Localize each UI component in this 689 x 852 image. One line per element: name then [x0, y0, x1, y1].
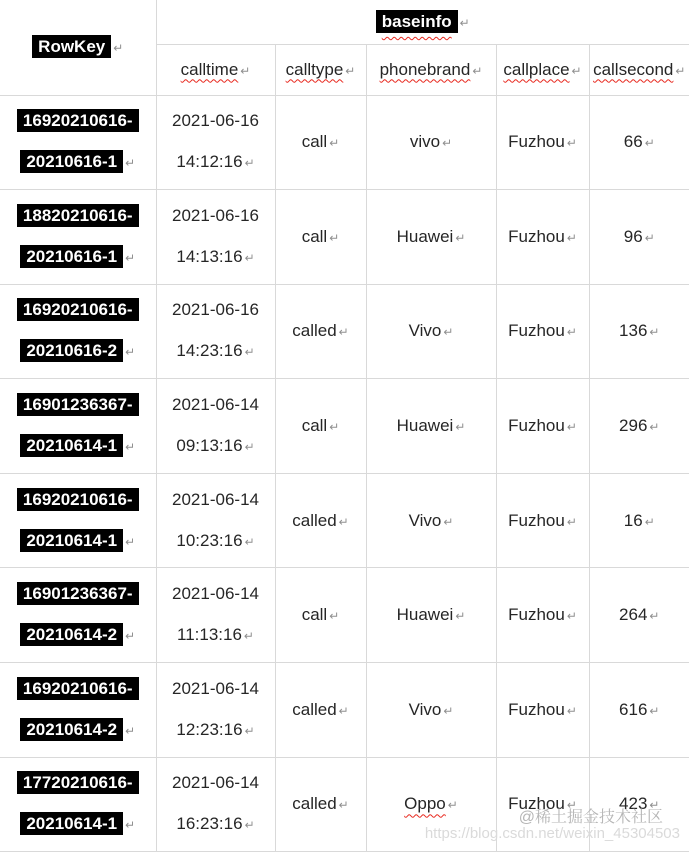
callplace-value: Fuzhou: [508, 416, 565, 436]
rowkey-value-line1: 16920210616-: [17, 109, 139, 132]
calltype-value: call: [301, 416, 328, 436]
paragraph-mark: ↵: [125, 534, 136, 549]
rowkey-value-line2: 20210614-1: [20, 812, 123, 835]
watermark-community: @稀土掘金技术社区: [518, 809, 663, 826]
callsecond-value: 16: [623, 510, 643, 530]
call-time: 11:13:16: [177, 625, 242, 645]
rowkey-value-line1: 16920210616-: [17, 677, 139, 700]
paragraph-mark: ↵: [649, 420, 660, 435]
paragraph-mark: ↵: [443, 514, 454, 529]
call-time: 14:23:16: [176, 341, 243, 361]
paragraph-mark: ↵: [566, 798, 577, 813]
paragraph-mark: ↵: [240, 63, 251, 78]
paragraph-mark: ↵: [125, 818, 136, 833]
paragraph-mark: ↵: [649, 325, 660, 340]
rowkey-cell: [0, 190, 156, 285]
paragraph-mark: ↵: [244, 156, 255, 171]
callplace-header-label: callplace: [503, 59, 570, 79]
phonebrand-value: vivo: [409, 132, 441, 152]
calltype-cell: [275, 284, 366, 379]
calltype-cell: [275, 568, 366, 663]
callsecond-cell: [589, 568, 689, 663]
phonebrand-cell: [366, 473, 496, 568]
phonebrand-cell: [366, 663, 496, 758]
rowkey-cell: [0, 568, 156, 663]
paragraph-mark: ↵: [125, 345, 136, 360]
calltype-value: called: [292, 321, 337, 341]
paragraph-mark: ↵: [644, 136, 655, 151]
rowkey-value-line1: 16920210616-: [17, 298, 139, 321]
calltime-header-label: calltime: [180, 59, 239, 79]
call-time: 12:23:16: [176, 719, 243, 739]
callsecond-header-cell: [589, 44, 689, 95]
paragraph-mark: ↵: [338, 325, 349, 340]
phonebrand-value: Huawei: [396, 416, 454, 436]
paragraph-mark: ↵: [566, 230, 577, 245]
paragraph-mark: ↵: [329, 420, 340, 435]
rowkey-header-cell: [0, 0, 156, 95]
call-date: 2021-06-14: [172, 395, 259, 415]
paragraph-mark: ↵: [443, 703, 454, 718]
paragraph-mark: ↵: [571, 63, 582, 78]
call-date: 2021-06-14: [172, 773, 259, 793]
paragraph-mark: ↵: [447, 798, 458, 813]
calltype-cell: [275, 473, 366, 568]
calltype-value: called: [292, 794, 337, 814]
paragraph-mark: ↵: [644, 514, 655, 529]
call-date: 2021-06-14: [172, 584, 259, 604]
table-row: [0, 190, 689, 285]
call-date: 2021-06-16: [172, 111, 259, 131]
paragraph-mark: ↵: [455, 420, 466, 435]
calltime-cell: [156, 757, 275, 852]
rowkey-value-line1: 16901236367-: [17, 393, 139, 416]
paragraph-mark: ↵: [244, 345, 255, 360]
callplace-cell: [496, 190, 589, 285]
paragraph-mark: ↵: [566, 703, 577, 718]
callplace-value: Fuzhou: [508, 132, 565, 152]
paragraph-mark: ↵: [459, 15, 470, 30]
table-row: [0, 568, 689, 663]
calltype-value: call: [301, 132, 328, 152]
rowkey-value-line2: 20210614-1: [20, 529, 123, 552]
callplace-cell: [496, 473, 589, 568]
paragraph-mark: ↵: [649, 609, 660, 624]
callplace-cell: [496, 95, 589, 190]
table-row: [0, 95, 689, 190]
paragraph-mark: ↵: [566, 420, 577, 435]
paragraph-mark: ↵: [566, 609, 577, 624]
rowkey-value-line2: 20210616-1: [20, 150, 123, 173]
paragraph-mark: ↵: [244, 818, 255, 833]
calltime-cell: [156, 95, 275, 190]
callsecond-value: 264: [619, 605, 648, 625]
paragraph-mark: ↵: [329, 609, 340, 624]
paragraph-mark: ↵: [329, 136, 340, 151]
callsecond-value: 136: [619, 321, 648, 341]
rowkey-value-line2: 20210614-2: [20, 718, 123, 741]
rowkey-value-line2: 20210616-1: [20, 245, 123, 268]
paragraph-mark: ↵: [125, 723, 136, 738]
calltime-cell: [156, 284, 275, 379]
rowkey-cell: [0, 663, 156, 758]
rowkey-header-label: RowKey: [32, 35, 111, 58]
paragraph-mark: ↵: [455, 230, 466, 245]
callplace-cell: [496, 663, 589, 758]
rowkey-value-line2: 20210614-1: [20, 434, 123, 457]
baseinfo-header-label: baseinfo: [376, 10, 458, 33]
call-time: 16:23:16: [176, 814, 243, 834]
paragraph-mark: ↵: [566, 136, 577, 151]
watermark-url: https://blog.csdn.net/weixin_45304503: [424, 825, 680, 842]
rowkey-value-line1: 16920210616-: [17, 488, 139, 511]
paragraph-mark: ↵: [244, 250, 255, 265]
phonebrand-cell: [366, 95, 496, 190]
calltype-value: call: [301, 605, 328, 625]
callsecond-cell: [589, 95, 689, 190]
callplace-header-cell: [496, 44, 589, 95]
callsecond-cell: [589, 190, 689, 285]
paragraph-mark: ↵: [125, 156, 136, 171]
callplace-cell: [496, 379, 589, 474]
paragraph-mark: ↵: [338, 514, 349, 529]
phonebrand-cell: [366, 284, 496, 379]
phonebrand-value: Huawei: [396, 605, 454, 625]
callplace-cell: [496, 284, 589, 379]
calltime-cell: [156, 190, 275, 285]
paragraph-mark: ↵: [338, 798, 349, 813]
paragraph-mark: ↵: [113, 41, 124, 56]
callplace-value: Fuzhou: [508, 321, 565, 341]
phonebrand-header-label: phonebrand: [379, 59, 471, 79]
paragraph-mark: ↵: [329, 230, 340, 245]
table-row: [0, 284, 689, 379]
rowkey-value-line1: 18820210616-: [17, 204, 139, 227]
callplace-value: Fuzhou: [508, 699, 565, 719]
phonebrand-value: Vivo: [408, 699, 442, 719]
paragraph-mark: ↵: [244, 440, 255, 455]
rowkey-cell: [0, 95, 156, 190]
callsecond-cell: [589, 473, 689, 568]
paragraph-mark: ↵: [472, 63, 483, 78]
paragraph-mark: ↵: [649, 703, 660, 718]
paragraph-mark: ↵: [443, 325, 454, 340]
rowkey-cell: [0, 757, 156, 852]
paragraph-mark: ↵: [566, 325, 577, 340]
paragraph-mark: ↵: [675, 63, 686, 78]
paragraph-mark: ↵: [649, 798, 660, 813]
phonebrand-value: Vivo: [408, 510, 442, 530]
callsecond-cell: [589, 284, 689, 379]
callplace-value: Fuzhou: [508, 794, 565, 814]
calltype-value: called: [292, 510, 337, 530]
paragraph-mark: ↵: [125, 250, 136, 265]
phonebrand-cell: [366, 190, 496, 285]
calltype-header-cell: [275, 44, 366, 95]
calltype-cell: [275, 95, 366, 190]
callsecond-cell: [589, 379, 689, 474]
call-time: 10:23:16: [176, 530, 243, 550]
table-row: [0, 379, 689, 474]
rowkey-cell: [0, 379, 156, 474]
calltype-cell: [275, 190, 366, 285]
rowkey-cell: [0, 284, 156, 379]
call-date: 2021-06-16: [172, 300, 259, 320]
group-header-row: [0, 0, 689, 44]
calltype-value: called: [292, 699, 337, 719]
paragraph-mark: ↵: [566, 514, 577, 529]
paragraph-mark: ↵: [244, 723, 255, 738]
callsecond-cell: [589, 663, 689, 758]
rowkey-value-line2: 20210616-2: [20, 339, 123, 362]
phonebrand-value: Oppo: [404, 794, 446, 814]
callsecond-value: 96: [623, 226, 643, 246]
table-row: [0, 473, 689, 568]
callplace-value: Fuzhou: [508, 226, 565, 246]
callsecond-value: 616: [619, 699, 648, 719]
call-date: 2021-06-14: [172, 489, 259, 509]
rowkey-cell: [0, 473, 156, 568]
table-row: [0, 663, 689, 758]
calltime-cell: [156, 379, 275, 474]
rowkey-value-line1: 17720210616-: [17, 771, 139, 794]
paragraph-mark: ↵: [125, 629, 136, 644]
calltype-value: call: [301, 226, 328, 246]
calltype-cell: [275, 379, 366, 474]
call-time: 14:13:16: [176, 246, 243, 266]
calltime-cell: [156, 663, 275, 758]
phonebrand-cell: [366, 379, 496, 474]
callplace-value: Fuzhou: [508, 605, 565, 625]
calltime-header-cell: [156, 44, 275, 95]
callsecond-value: 423: [619, 794, 648, 814]
calltime-cell: [156, 568, 275, 663]
calltype-cell: [275, 757, 366, 852]
rowkey-value-line1: 16901236367-: [17, 582, 139, 605]
paragraph-mark: ↵: [345, 63, 356, 78]
call-date: 2021-06-16: [172, 205, 259, 225]
baseinfo-header-cell: [156, 0, 689, 44]
paragraph-mark: ↵: [338, 703, 349, 718]
callplace-cell: [496, 568, 589, 663]
calltime-cell: [156, 473, 275, 568]
calltype-header-label: calltype: [285, 59, 344, 79]
callsecond-header-label: callsecond: [593, 59, 674, 79]
phonebrand-header-cell: [366, 44, 496, 95]
calltype-cell: [275, 663, 366, 758]
call-time: 09:13:16: [176, 436, 243, 456]
callsecond-value: 66: [623, 132, 643, 152]
paragraph-mark: ↵: [455, 609, 466, 624]
callsecond-value: 296: [619, 416, 648, 436]
rowkey-value-line2: 20210614-2: [20, 623, 123, 646]
paragraph-mark: ↵: [442, 136, 453, 151]
callplace-value: Fuzhou: [508, 510, 565, 530]
paragraph-mark: ↵: [644, 230, 655, 245]
call-time: 14:12:16: [176, 152, 243, 172]
phonebrand-value: Vivo: [408, 321, 442, 341]
call-date: 2021-06-14: [172, 678, 259, 698]
paragraph-mark: ↵: [125, 440, 136, 455]
paragraph-mark: ↵: [243, 629, 254, 644]
phonebrand-value: Huawei: [396, 226, 454, 246]
phonebrand-cell: [366, 568, 496, 663]
paragraph-mark: ↵: [244, 534, 255, 549]
